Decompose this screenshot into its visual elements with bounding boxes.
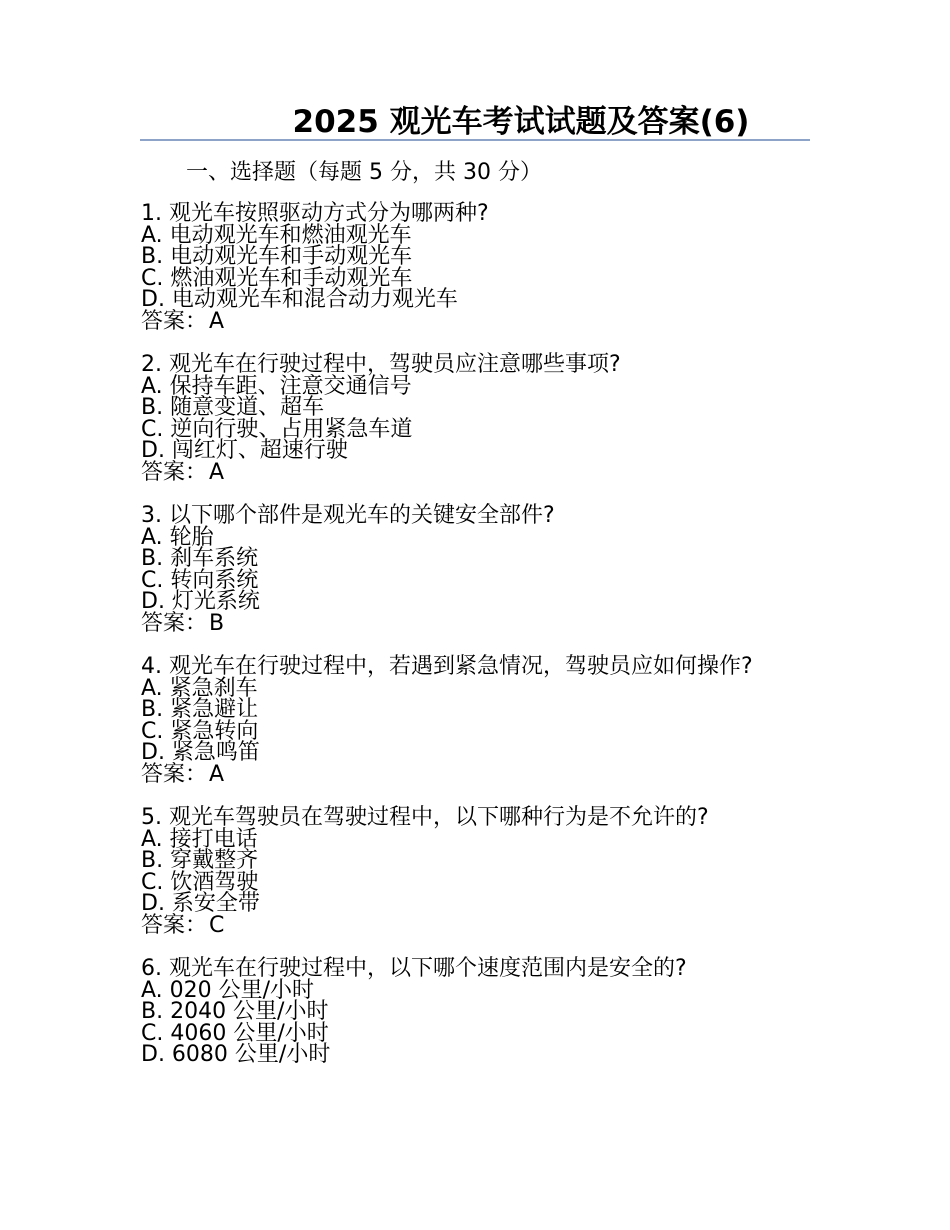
option-c: C. 紧急转向 (141, 718, 259, 744)
option-d: D. 系安全带 (141, 891, 260, 916)
option-a: A. 轮胎 (141, 524, 214, 550)
question-item (141, 505, 811, 634)
answer-line (141, 308, 811, 334)
question-text: 2. 观光车在行驶过程中，驾驶员应注意哪些事项? (141, 352, 621, 377)
option-c: C. 4060 公里/小时 (141, 1020, 329, 1046)
question-text: 4. 观光车在行驶过程中，若遇到紧急情况，驾驶员应如何操作? (141, 654, 753, 679)
answer-label: 答案： (141, 610, 208, 636)
answer-line (141, 761, 811, 787)
document-title: 2025 观光车考试试题及答案(6) (292, 104, 750, 140)
answer-value: A (209, 308, 225, 334)
question-item (141, 958, 811, 1066)
option-b: B. 电动观光车和手动观光车 (141, 244, 413, 269)
option-c: C. 燃油观光车和手动观光车 (141, 265, 413, 291)
answer-line (141, 912, 811, 938)
option-b: B. 刹车系统 (141, 546, 259, 571)
option-a: A. 紧急刹车 (141, 675, 258, 701)
section-heading: 一、选择题（每题 5 分，共 30 分） (186, 160, 542, 185)
option-a: A. 电动观光车和燃油观光车 (141, 222, 412, 248)
option-b: B. 随意变道、超车 (141, 395, 325, 420)
question-text: 6. 观光车在行驶过程中，以下哪个速度范围内是安全的? (141, 956, 687, 981)
question-item (141, 354, 811, 483)
question-text: 3. 以下哪个部件是观光车的关键安全部件? (141, 503, 555, 528)
question-text: 5. 观光车驾驶员在驾驶过程中，以下哪种行为是不允许的? (141, 805, 709, 830)
option-b: B. 2040 公里/小时 (141, 999, 329, 1024)
option-a: A. 保持车距、注意交通信号 (141, 373, 412, 399)
option-d: D. 闯红灯、超速行驶 (141, 438, 348, 463)
answer-value: A (209, 761, 225, 787)
option-c: C. 逆向行驶、占用紧急车道 (141, 416, 413, 442)
question-item (141, 807, 811, 936)
option-a: A. 接打电话 (141, 826, 258, 852)
title-underline (140, 139, 810, 141)
answer-label: 答案： (141, 761, 208, 787)
option-d: D. 紧急鸣笛 (141, 740, 260, 765)
option-a: A. 020 公里/小时 (141, 977, 315, 1003)
option-b: B. 穿戴整齐 (141, 848, 259, 873)
option-d: D. 灯光系统 (141, 589, 260, 614)
question-text: 1. 观光车按照驱动方式分为哪两种? (141, 201, 489, 226)
answer-line (141, 459, 811, 485)
option-d: D. 6080 公里/小时 (141, 1042, 331, 1067)
answer-value: C (209, 912, 225, 938)
answer-value: B (209, 610, 225, 636)
question-item (141, 656, 811, 785)
answer-line (141, 610, 811, 636)
answer-label: 答案： (141, 308, 208, 334)
answer-label: 答案： (141, 459, 208, 485)
option-d: D. 电动观光车和混合动力观光车 (141, 287, 458, 312)
answer-label: 答案： (141, 912, 208, 938)
option-c: C. 转向系统 (141, 567, 259, 593)
option-c: C. 饮酒驾驶 (141, 869, 259, 895)
question-item (141, 203, 811, 332)
answer-value: A (209, 459, 225, 485)
option-b: B. 紧急避让 (141, 697, 259, 722)
question-list (141, 203, 811, 1088)
